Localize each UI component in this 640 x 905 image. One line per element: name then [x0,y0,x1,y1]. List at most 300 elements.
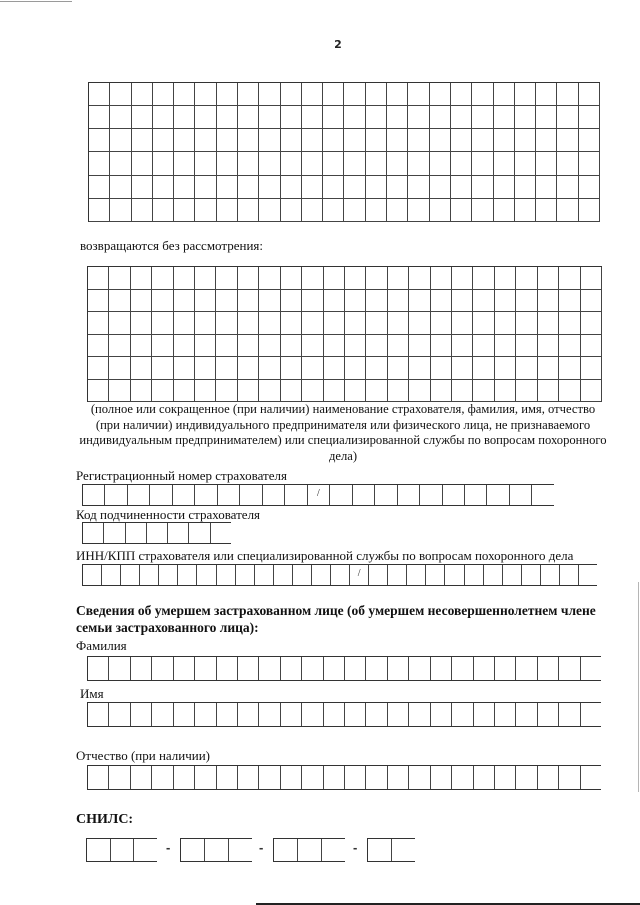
grid-cell[interactable] [472,83,493,106]
grid-cell[interactable] [494,129,515,152]
grid-cell[interactable] [430,176,451,199]
grid-cell[interactable] [195,199,216,222]
char-cell[interactable] [532,485,553,505]
char-cell[interactable] [302,766,323,789]
grid-cell[interactable] [516,380,537,403]
grid-cell[interactable] [195,152,216,175]
char-cell[interactable] [407,565,426,585]
grid-cell[interactable] [345,290,366,313]
char-cell[interactable] [388,766,409,789]
char-cell[interactable] [474,703,495,726]
grid-cell[interactable] [238,83,259,106]
char-cell[interactable] [87,839,111,861]
grid-cell[interactable] [366,199,387,222]
grid-cell[interactable] [538,267,559,290]
grid-cell[interactable] [538,380,559,403]
char-cell[interactable] [109,657,130,680]
grid-cell[interactable] [451,199,472,222]
char-cell[interactable] [152,766,173,789]
grid-cell[interactable] [281,380,302,403]
grid-cell[interactable] [557,129,578,152]
char-cell[interactable] [281,703,302,726]
char-cell[interactable] [375,485,397,505]
grid-cell[interactable] [152,357,173,380]
grid-cell[interactable] [557,199,578,222]
grid-cell[interactable] [516,267,537,290]
grid-cell[interactable] [259,199,280,222]
grid-cell[interactable] [581,357,602,380]
grid-cell[interactable] [110,152,131,175]
grid-cell[interactable] [323,152,344,175]
char-cell[interactable] [293,565,312,585]
char-cell[interactable] [409,657,430,680]
grid-cell[interactable] [174,129,195,152]
grid-cell[interactable] [131,380,152,403]
grid-cell[interactable] [152,290,173,313]
grid-cell[interactable] [174,357,195,380]
grid-cell[interactable] [581,312,602,335]
char-cell[interactable] [83,523,104,543]
grid-cell[interactable] [472,129,493,152]
char-cell[interactable] [312,565,331,585]
char-cell[interactable] [126,523,147,543]
char-cell[interactable] [217,565,236,585]
grid-cell[interactable] [89,176,110,199]
char-cell[interactable] [431,766,452,789]
grid-cell[interactable] [579,199,600,222]
grid-cell[interactable] [559,267,580,290]
grid-cell[interactable] [366,335,387,358]
grid-cell[interactable] [579,83,600,106]
char-cell[interactable] [324,703,345,726]
grid-cell[interactable] [387,83,408,106]
grid-cell[interactable] [431,357,452,380]
grid-cell[interactable] [259,106,280,129]
grid-cell[interactable] [579,176,600,199]
grid-cell[interactable] [557,176,578,199]
grid-cell[interactable] [472,176,493,199]
char-cell[interactable] [111,839,135,861]
grid-cell[interactable] [472,106,493,129]
grid-cell[interactable] [408,152,429,175]
char-cell[interactable] [174,703,195,726]
grid-cell[interactable] [302,129,323,152]
grid-cell[interactable] [217,152,238,175]
grid-cell[interactable] [409,312,430,335]
grid-cell[interactable] [131,267,152,290]
grid-cell[interactable] [281,129,302,152]
grid-cell[interactable] [430,129,451,152]
char-cell[interactable] [211,523,231,543]
grid-cell[interactable] [174,106,195,129]
grid-cell[interactable] [153,129,174,152]
grid-cell[interactable] [302,176,323,199]
char-cell[interactable] [330,485,352,505]
grid-cell[interactable] [195,312,216,335]
char-cell[interactable] [538,766,559,789]
grid-cell[interactable] [152,267,173,290]
grid-cell[interactable] [366,129,387,152]
char-cell[interactable] [259,657,280,680]
grid-cell[interactable] [153,83,174,106]
char-cell[interactable] [302,657,323,680]
char-cell[interactable] [366,703,387,726]
grid-cell[interactable] [174,267,195,290]
grid-cell[interactable] [559,357,580,380]
char-cell[interactable] [205,839,229,861]
grid-cell[interactable] [238,380,259,403]
grid-cell[interactable] [559,380,580,403]
grid-cell[interactable] [110,129,131,152]
char-cell[interactable] [88,703,109,726]
grid-cell[interactable] [388,267,409,290]
char-cell[interactable] [259,703,280,726]
grid-cell[interactable] [216,335,237,358]
grid-cell[interactable] [324,380,345,403]
char-cell[interactable] [366,766,387,789]
grid-cell[interactable] [152,312,173,335]
grid-cell[interactable] [472,199,493,222]
char-cell[interactable] [218,485,240,505]
char-cell[interactable] [174,766,195,789]
grid-cell[interactable] [89,199,110,222]
grid-cell[interactable] [388,312,409,335]
grid-cell[interactable] [344,152,365,175]
grid-cell[interactable] [344,83,365,106]
grid-cell[interactable] [324,357,345,380]
grid-cell[interactable] [89,152,110,175]
char-cell[interactable] [195,657,216,680]
grid-cell[interactable] [451,152,472,175]
grid-cell[interactable] [174,290,195,313]
grid-cell[interactable] [88,312,109,335]
grid-cell[interactable] [344,176,365,199]
grid-cell[interactable] [494,152,515,175]
snils-group-4-input[interactable] [367,838,415,862]
grid-cell[interactable] [451,129,472,152]
subordination-code-input[interactable] [82,522,231,544]
grid-cell[interactable] [195,129,216,152]
grid-cell[interactable] [324,290,345,313]
grid-cell[interactable] [238,152,259,175]
char-cell[interactable] [445,565,464,585]
grid-cell[interactable] [452,267,473,290]
grid-cell[interactable] [195,335,216,358]
grid-cell[interactable] [473,312,494,335]
char-cell[interactable] [581,703,601,726]
char-cell[interactable] [368,839,392,861]
grid-cell[interactable] [174,176,195,199]
grid-cell[interactable] [538,357,559,380]
char-cell[interactable] [516,766,537,789]
grid-cell[interactable] [387,129,408,152]
grid-cell[interactable] [281,176,302,199]
grid-cell[interactable] [217,83,238,106]
grid-cell[interactable] [174,312,195,335]
grid-cell[interactable] [281,267,302,290]
grid-cell[interactable] [217,106,238,129]
grid-cell[interactable] [281,83,302,106]
char-cell[interactable] [516,703,537,726]
grid-cell[interactable] [216,357,237,380]
grid-cell[interactable] [195,83,216,106]
grid-cell[interactable] [473,335,494,358]
grid-cell[interactable] [388,357,409,380]
grid-cell[interactable] [131,335,152,358]
char-cell[interactable] [559,766,580,789]
grid-cell[interactable] [388,335,409,358]
grid-cell[interactable] [387,152,408,175]
grid-cell[interactable] [495,335,516,358]
grid-cell[interactable] [174,152,195,175]
grid-cell[interactable] [174,335,195,358]
char-cell[interactable] [83,485,105,505]
grid-cell[interactable] [216,290,237,313]
grid-cell[interactable] [259,83,280,106]
grid-cell[interactable] [536,83,557,106]
grid-cell[interactable] [431,290,452,313]
grid-cell[interactable] [109,357,130,380]
grid-cell[interactable] [536,199,557,222]
grid-cell[interactable] [110,106,131,129]
snils-group-1-input[interactable] [86,838,157,862]
grid-cell[interactable] [451,106,472,129]
char-cell[interactable] [431,703,452,726]
grid-cell[interactable] [452,290,473,313]
grid-cell[interactable] [88,357,109,380]
char-cell[interactable] [324,766,345,789]
grid-cell[interactable] [217,176,238,199]
grid-cell[interactable] [217,199,238,222]
grid-cell[interactable] [302,290,323,313]
grid-cell[interactable] [195,380,216,403]
grid-cell[interactable] [345,380,366,403]
grid-cell[interactable] [494,83,515,106]
grid-cell[interactable] [515,129,536,152]
grid-cell[interactable] [451,176,472,199]
char-cell[interactable] [236,565,255,585]
grid-cell[interactable] [153,152,174,175]
grid-cell[interactable] [430,83,451,106]
snils-group-2-input[interactable] [180,838,252,862]
grid-cell[interactable] [132,199,153,222]
grid-cell[interactable] [557,83,578,106]
grid-cell[interactable] [366,380,387,403]
grid-cell[interactable] [579,106,600,129]
grid-cell[interactable] [110,199,131,222]
grid-cell[interactable] [366,357,387,380]
grid-cell[interactable] [538,290,559,313]
char-cell[interactable] [538,657,559,680]
char-cell[interactable] [259,766,280,789]
grid-cell[interactable] [88,267,109,290]
grid-cell[interactable] [302,199,323,222]
grid-cell[interactable] [302,106,323,129]
grid-cell[interactable] [259,267,280,290]
char-cell[interactable] [409,766,430,789]
grid-cell[interactable] [109,290,130,313]
grid-cell[interactable] [452,380,473,403]
grid-cell[interactable] [472,152,493,175]
grid-cell[interactable] [195,267,216,290]
grid-cell[interactable] [473,290,494,313]
patronymic-input[interactable] [87,765,601,790]
grid-cell[interactable] [581,290,602,313]
grid-cell[interactable] [131,290,152,313]
char-cell[interactable] [274,839,298,861]
char-cell[interactable] [102,565,121,585]
grid-cell[interactable] [195,357,216,380]
grid-cell[interactable] [345,312,366,335]
char-cell[interactable] [168,523,189,543]
grid-cell[interactable] [345,267,366,290]
grid-cell[interactable] [431,267,452,290]
grid-cell[interactable] [366,290,387,313]
grid-cell[interactable] [430,199,451,222]
grid-cell[interactable] [515,176,536,199]
char-cell[interactable] [238,657,259,680]
grid-cell[interactable] [195,176,216,199]
grid-cell[interactable] [388,380,409,403]
grid-cell[interactable] [366,267,387,290]
char-cell[interactable] [474,657,495,680]
grid-cell[interactable] [281,106,302,129]
char-cell[interactable] [140,565,159,585]
grid-cell[interactable] [387,176,408,199]
grid-cell[interactable] [259,290,280,313]
grid-cell[interactable] [536,152,557,175]
grid-cell[interactable] [238,335,259,358]
grid-cell[interactable] [238,129,259,152]
grid-cell[interactable] [259,380,280,403]
grid-cell[interactable] [281,335,302,358]
grid-cell[interactable] [515,83,536,106]
char-cell[interactable] [559,657,580,680]
char-cell[interactable] [465,485,487,505]
char-cell[interactable] [217,703,238,726]
char-cell[interactable] [263,485,285,505]
grid-cell[interactable] [302,83,323,106]
grid-cell[interactable] [494,176,515,199]
grid-cell[interactable] [345,357,366,380]
char-cell[interactable] [173,485,195,505]
grid-cell[interactable] [536,176,557,199]
grid-cell[interactable] [259,176,280,199]
char-cell[interactable] [105,485,127,505]
char-cell[interactable] [88,766,109,789]
grid-cell[interactable] [152,335,173,358]
grid-cell[interactable] [89,106,110,129]
char-cell[interactable] [302,703,323,726]
snils-group-3-input[interactable] [273,838,345,862]
grid-cell[interactable] [452,357,473,380]
grid-cell[interactable] [281,357,302,380]
grid-cell[interactable] [536,129,557,152]
char-cell[interactable] [426,565,445,585]
char-cell[interactable] [398,485,420,505]
grid-cell[interactable] [431,312,452,335]
char-cell[interactable] [195,766,216,789]
grid-cell[interactable] [516,312,537,335]
grid-cell[interactable] [366,83,387,106]
grid-cell[interactable] [473,380,494,403]
char-cell[interactable] [388,657,409,680]
grid-cell[interactable] [153,199,174,222]
grid-cell[interactable] [516,357,537,380]
char-cell[interactable] [181,839,205,861]
grid-cell[interactable] [473,267,494,290]
grid-cell[interactable] [409,380,430,403]
grid-cell[interactable] [131,312,152,335]
char-cell[interactable] [147,523,168,543]
char-cell[interactable] [331,565,350,585]
grid-cell[interactable] [408,199,429,222]
char-cell[interactable] [388,565,407,585]
grid-cell[interactable] [238,176,259,199]
grid-cell[interactable] [88,335,109,358]
grid-cell[interactable] [431,335,452,358]
char-cell[interactable] [238,703,259,726]
grid-cell[interactable] [344,106,365,129]
grid-cell[interactable] [89,129,110,152]
char-cell[interactable] [217,657,238,680]
grid-cell[interactable] [238,312,259,335]
grid-cell[interactable] [152,380,173,403]
grid-cell[interactable] [516,335,537,358]
grid-cell[interactable] [109,267,130,290]
grid-cell[interactable] [132,152,153,175]
char-cell[interactable] [559,703,580,726]
grid-cell[interactable] [451,83,472,106]
grid-cell[interactable] [259,129,280,152]
char-cell[interactable] [217,766,238,789]
char-cell[interactable] [541,565,560,585]
char-cell[interactable] [484,565,503,585]
char-cell[interactable] [495,703,516,726]
grid-cell[interactable] [345,335,366,358]
char-cell[interactable] [152,703,173,726]
char-cell[interactable] [452,657,473,680]
char-cell[interactable] [229,839,252,861]
char-cell[interactable] [134,839,157,861]
char-cell[interactable] [322,839,345,861]
char-cell[interactable] [452,766,473,789]
char-cell[interactable] [431,657,452,680]
grid-cell[interactable] [515,152,536,175]
grid-cell[interactable] [494,106,515,129]
char-cell[interactable] [560,565,579,585]
grid-cell[interactable] [559,290,580,313]
grid-cell[interactable] [89,83,110,106]
char-cell[interactable] [152,657,173,680]
grid-cell[interactable] [323,106,344,129]
char-cell[interactable] [345,703,366,726]
grid-cell[interactable] [174,83,195,106]
grid-cell[interactable] [110,83,131,106]
grid-cell[interactable] [516,290,537,313]
grid-cell[interactable] [559,335,580,358]
grid-cell[interactable] [557,152,578,175]
char-cell[interactable] [255,565,274,585]
char-cell[interactable] [178,565,197,585]
grid-cell[interactable] [409,290,430,313]
char-cell[interactable] [128,485,150,505]
char-cell[interactable] [131,703,152,726]
grid-cell[interactable] [88,290,109,313]
grid-cell[interactable] [344,199,365,222]
grid-cell[interactable] [409,357,430,380]
grid-cell[interactable] [452,335,473,358]
